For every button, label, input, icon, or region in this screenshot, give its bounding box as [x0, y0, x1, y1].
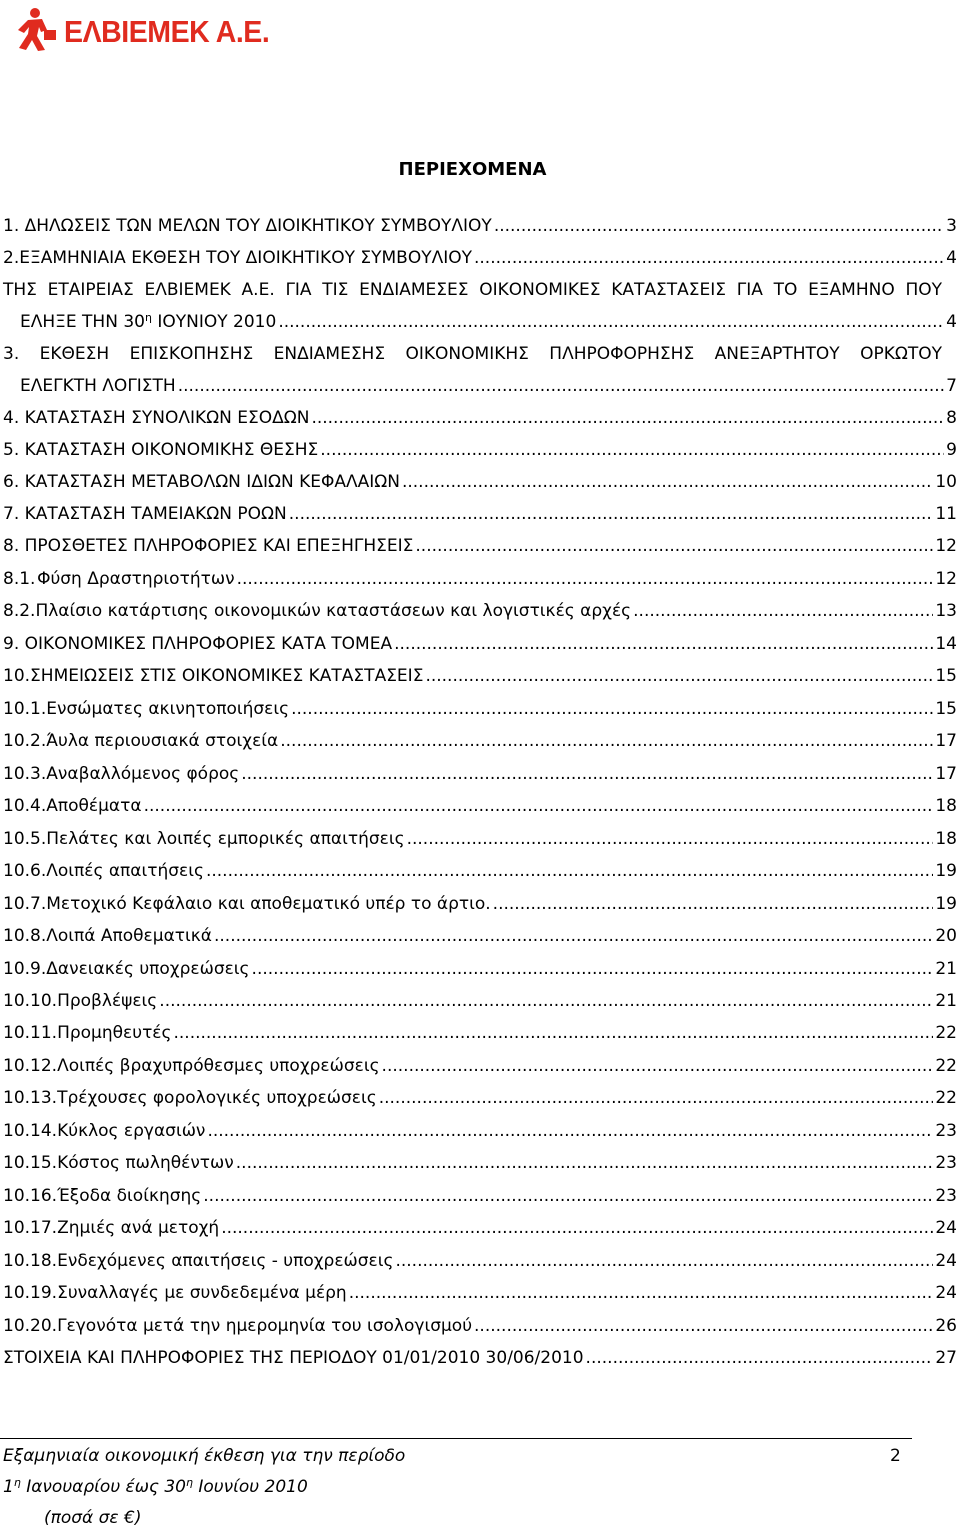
toc-entry-title: Τρέχουσες φορολογικές υποχρεώσεις: [57, 1088, 377, 1108]
toc-entry-10-5[interactable]: [3, 827, 960, 851]
toc-entry-title: Ενδεχόμενες απαιτήσεις - υποχρεώσεις: [57, 1251, 394, 1271]
toc-entry-title: Λοιπές απαιτήσεις: [46, 861, 204, 881]
toc-entry-3-line-1[interactable]: [3, 342, 960, 366]
toc-entry-2-line-3[interactable]: [3, 310, 960, 334]
dot-leader: [493, 892, 934, 916]
dot-leader: [159, 989, 933, 1013]
toc-page-number: 21: [935, 959, 957, 979]
toc-entry-number: 8.1.: [3, 569, 36, 589]
toc-page-number: 24: [935, 1283, 957, 1303]
toc-entry-number: 10.1.: [3, 699, 47, 719]
toc-entry-title: Ενσώματες ακινητοποιήσεις: [46, 699, 290, 719]
toc-entry-10-18[interactable]: [3, 1249, 960, 1273]
toc-entry-title: Κόστος πωληθέντων: [57, 1153, 234, 1173]
toc-entry-number: 10.16.: [3, 1186, 58, 1206]
toc-entry-number: 10.3.: [3, 764, 47, 784]
toc-page-number: 26: [935, 1316, 957, 1336]
toc-page-number: 12: [935, 569, 957, 589]
dot-leader: [241, 762, 933, 786]
toc-entry-number: 10.17.: [3, 1218, 58, 1238]
dot-leader: [173, 1021, 933, 1045]
dot-leader: [206, 859, 933, 883]
toc-entry-title: 5. ΚΑΤΑΣΤΑΣΗ ΟΙΚΟΝΟΜΙΚΗΣ ΘΕΣΗΣ: [3, 440, 319, 460]
dot-leader: [203, 1184, 933, 1208]
toc-page-number: 27: [935, 1348, 957, 1368]
toc-entry-10-12[interactable]: [3, 1054, 960, 1078]
dot-leader: [395, 1249, 933, 1273]
dot-leader: [178, 374, 944, 398]
toc-entry-1[interactable]: [3, 214, 960, 238]
toc-entry-title: ΕΛΗΞΕ ΤΗΝ $30^\eta$ ΙΟΥΝΙΟΥ 2010: [20, 311, 277, 332]
toc-page-number: 12: [935, 536, 957, 556]
toc-entry-10-4[interactable]: [3, 794, 960, 818]
toc-entry-10-11[interactable]: [3, 1021, 960, 1045]
toc-entry-number: 10.2.: [3, 731, 47, 751]
toc-entry-number: 10.4.: [3, 796, 47, 816]
toc-entry-number: 10.15.: [3, 1153, 58, 1173]
toc-entry-number: 10.: [3, 666, 31, 686]
dot-leader: [289, 502, 934, 526]
toc-entry-title: Μετοχικό Κεφάλαιο και αποθεματικό υπέρ το άρτιο.: [46, 894, 491, 914]
toc-entry-title: ΤΗΣ ΕΤΑΙΡΕΙΑΣ ΕΛΒΙΕΜΕΚ Α.Ε. ΓΙΑ ΤΙΣ ΕΝΔΙΑΜΕΣΕΣ ΟΙΚΟΝΟΜΙΚΕΣ ΚΑΤΑΣΤΑΣΕΙΣ ΓΙΑ ΤΟ ΕΞΑΜΗΝΟ ΠΟΥ: [3, 280, 942, 300]
toc-page-number: 7: [946, 376, 957, 396]
toc-page-number: 23: [935, 1186, 957, 1206]
dot-leader: [311, 406, 944, 430]
toc-entry-10-8[interactable]: [3, 924, 960, 948]
toc-entry-title: Προμηθευτές: [57, 1023, 172, 1043]
dot-leader: [252, 957, 934, 981]
dot-leader: [379, 1086, 934, 1110]
toc-page-number: 8: [946, 408, 957, 428]
toc-entry-title: Προβλέψεις: [57, 991, 158, 1011]
toc-entry-title: Γεγονότα μετά την ημερομηνία του ισολογισμού: [57, 1316, 473, 1336]
toc-entry-10-19[interactable]: [3, 1281, 960, 1305]
toc-page-number: 13: [935, 601, 957, 621]
toc-page-number: 4: [946, 312, 957, 332]
toc-entry-number: 10.20.: [3, 1316, 58, 1336]
dot-leader: [425, 664, 933, 688]
toc-entry-10-17[interactable]: [3, 1216, 960, 1240]
company-name: ΕΛΒΙΕΜΕΚ Α.Ε.: [64, 14, 270, 49]
toc-entry-title: Πλαίσιο κατάρτισης οικονομικών καταστάσεων και λογιστικές αρχές: [35, 601, 632, 621]
toc-entry-title: 6. ΚΑΤΑΣΤΑΣΗ ΜΕΤΑΒΟΛΩΝ ΙΔΙΩΝ ΚΕΦΑΛΑΙΩΝ: [3, 472, 400, 492]
dot-leader: [474, 246, 944, 270]
dot-leader: [394, 632, 933, 656]
footer-line-3: (ποσά σε €): [44, 1508, 142, 1528]
toc-entry-title: 4. ΚΑΤΑΣΤΑΣΗ ΣΥΝΟΛΙΚΩΝ ΕΣΟΔΩΝ: [3, 408, 310, 428]
toc-entry-title: Πελάτες και λοιπές εμπορικές απαιτήσεις: [46, 829, 405, 849]
dot-leader: [237, 567, 934, 591]
toc-entry-title: ΕΛΕΓΚΤΗ ΛΟΓΙΣΤΗ: [20, 376, 176, 396]
toc-page-number: 9: [946, 440, 957, 460]
toc-entry-title: 3. ΕΚΘΕΣΗ ΕΠΙΣΚΟΠΗΣΗΣ ΕΝΔΙΑΜΕΣΗΣ ΟΙΚΟΝΟΜΙΚΗΣ ΠΛΗΡΟΦΟΡΗΣΗΣ ΑΝΕΞΑΡΤΗΤΟΥ ΟΡΚΩΤΟΥ: [3, 344, 942, 364]
toc-page-number: 11: [935, 504, 957, 524]
dot-leader: [144, 794, 934, 818]
toc-entry-number: 10.8.: [3, 926, 47, 946]
footer-page-number: 2: [890, 1446, 901, 1466]
toc-entry-2-line-2[interactable]: [3, 278, 960, 302]
toc-entry-5[interactable]: [3, 438, 960, 462]
toc-entry-10-10[interactable]: [3, 989, 960, 1013]
toc-page-number: 14: [935, 634, 957, 654]
toc-entry-title: Ζημιές ανά μετοχή: [57, 1218, 220, 1238]
dot-leader: [586, 1346, 934, 1370]
toc-entry-title: 9. ΟΙΚΟΝΟΜΙΚΕΣ ΠΛΗΡΟΦΟΡΙΕΣ ΚΑΤΑ ΤΟΜΕΑ: [3, 634, 393, 654]
toc-entry-10-3[interactable]: [3, 762, 960, 786]
toc-page-number: 19: [935, 894, 957, 914]
toc-entry-number: 10.12.: [3, 1056, 58, 1076]
toc-entry-10-13[interactable]: [3, 1086, 960, 1110]
dot-leader: [278, 310, 944, 334]
toc-entry-10-7[interactable]: [3, 892, 960, 916]
toc-entry-7[interactable]: [3, 502, 960, 526]
dot-leader: [349, 1281, 934, 1305]
toc-entry-10-14[interactable]: [3, 1119, 960, 1143]
toc-entry-title: 8. ΠΡΟΣΘΕΤΕΣ ΠΛΗΡΟΦΟΡΙΕΣ ΚΑΙ ΕΠΕΞΗΓΗΣΕΙΣ: [3, 536, 414, 556]
toc-entry-title: Συναλλαγές με συνδεδεμένα μέρη: [57, 1283, 347, 1303]
dot-leader: [494, 214, 944, 238]
toc-entry-number: 8.2.: [3, 601, 36, 621]
dot-leader: [633, 599, 933, 623]
toc-page-number: 24: [935, 1251, 957, 1271]
toc-entry-final[interactable]: [3, 1346, 960, 1370]
toc-page-number: 23: [935, 1153, 957, 1173]
footer-line-2: $1^\eta$ Ιανουαρίου έως $30^\eta$ Ιουνίου 2010: [3, 1476, 308, 1497]
toc-entry-10-15[interactable]: [3, 1151, 960, 1175]
dot-leader: [474, 1314, 933, 1338]
toc-page-number: 4: [946, 248, 957, 268]
dot-leader: [280, 729, 933, 753]
dot-leader: [214, 924, 933, 948]
dot-leader: [402, 470, 933, 494]
toc-entry-10-2[interactable]: [3, 729, 960, 753]
toc-page-number: 19: [935, 861, 957, 881]
dot-leader: [207, 1119, 933, 1143]
dot-leader: [415, 534, 933, 558]
toc-entry-10-20[interactable]: [3, 1314, 960, 1338]
toc-entry-title: Φύση Δραστηριοτήτων: [37, 569, 235, 589]
toc-page-number: 3: [946, 216, 957, 236]
toc-entry-number: 10.14.: [3, 1121, 58, 1141]
dot-leader: [291, 697, 933, 721]
toc-entry-title: 1. ΔΗΛΩΣΕΙΣ ΤΩΝ ΜΕΛΩΝ ΤΟΥ ΔΙΟΙΚΗΤΙΚΟΥ ΣΥΜΒΟΥΛΙΟΥ: [3, 216, 492, 236]
toc-entry-10-1[interactable]: [3, 697, 960, 721]
dot-leader: [236, 1151, 934, 1175]
toc-page-number: 22: [935, 1023, 957, 1043]
toc-page-number: 18: [935, 796, 957, 816]
toc-entry-title: 7. ΚΑΤΑΣΤΑΣΗ ΤΑΜΕΙΑΚΩΝ ΡΟΩΝ: [3, 504, 287, 524]
toc-entry-number: 10.18.: [3, 1251, 58, 1271]
toc-entry-title: Κύκλος εργασιών: [57, 1121, 206, 1141]
toc-entry-title: ΣΗΜΕΙΩΣΕΙΣ ΣΤΙΣ ΟΙΚΟΝΟΜΙΚΕΣ ΚΑΤΑΣΤΑΣΕΙΣ: [30, 666, 424, 686]
toc-entry-number: 10.7.: [3, 894, 47, 914]
toc-entry-number: 10.19.: [3, 1283, 58, 1303]
toc-entry-6[interactable]: [3, 470, 960, 494]
toc-page-number: 15: [935, 699, 957, 719]
toc-entry-10[interactable]: [3, 664, 960, 688]
dot-leader: [407, 827, 934, 851]
dot-leader: [382, 1054, 934, 1078]
toc-entry-10-6[interactable]: [3, 859, 960, 883]
dot-leader: [320, 438, 944, 462]
toc-page-number: 22: [935, 1056, 957, 1076]
toc-entry-title: Αποθέματα: [46, 796, 142, 816]
toc-entry-number: 10.5.: [3, 829, 47, 849]
toc-page-number: 17: [935, 764, 957, 784]
dot-leader: [221, 1216, 933, 1240]
toc-entry-8[interactable]: [3, 534, 960, 558]
toc-entry-title: Άυλα περιουσιακά στοιχεία: [46, 731, 279, 751]
footer-divider: [0, 1438, 912, 1439]
toc-title: ΠΕΡΙΕΧΟΜΕΝΑ: [398, 159, 547, 180]
toc-entry-number: 10.10.: [3, 991, 58, 1011]
toc-entry-title: Λοιπά Αποθεματικά: [46, 926, 212, 946]
toc-entry-title: Δανειακές υποχρεώσεις: [46, 959, 250, 979]
toc-page-number: 10: [935, 472, 957, 492]
toc-entry-8-2[interactable]: [3, 599, 960, 623]
toc-entry-4[interactable]: [3, 406, 960, 430]
toc-entry-10-16[interactable]: [3, 1184, 960, 1208]
toc-entry-9[interactable]: [3, 632, 960, 656]
toc-page-number: 21: [935, 991, 957, 1011]
toc-entry-title: Αναβαλλόμενος φόρος: [46, 764, 240, 784]
toc-page-number: 15: [935, 666, 957, 686]
toc-page-number: 18: [935, 829, 957, 849]
toc-entry-number: 10.6.: [3, 861, 47, 881]
toc-entry-title: Λοιπές βραχυπρόθεσμες υποχρεώσεις: [57, 1056, 380, 1076]
toc-entry-title: Έξοδα διοίκησης: [57, 1186, 202, 1206]
footer-line-1: Εξαμηνιαία οικονομική έκθεση για την περίοδο: [3, 1446, 406, 1466]
toc-entry-title: ΣΤΟΙΧΕΙΑ ΚΑΙ ΠΛΗΡΟΦΟΡΙΕΣ ΤΗΣ ΠΕΡΙΟΔΟΥ 01/01/2010 30/06/2010: [3, 1348, 584, 1368]
toc-page-number: 23: [935, 1121, 957, 1141]
toc-entry-3-line-2[interactable]: [3, 374, 960, 398]
toc-page-number: 20: [935, 926, 957, 946]
toc-page-number: 24: [935, 1218, 957, 1238]
toc-page-number: 22: [935, 1088, 957, 1108]
toc-entry-10-9[interactable]: [3, 957, 960, 981]
toc-entry-title: 2.ΕΞΑΜΗΝΙΑΙΑ ΕΚΘΕΣΗ ΤΟΥ ΔΙΟΙΚΗΤΙΚΟΥ ΣΥΜΒΟΥΛΙΟΥ: [3, 248, 472, 268]
toc-entry-number: 10.9.: [3, 959, 47, 979]
toc-entry-8-1[interactable]: [3, 567, 960, 591]
toc-page-number: 17: [935, 731, 957, 751]
toc-entry-2-line-1[interactable]: [3, 246, 960, 270]
toc-entry-number: 10.13.: [3, 1088, 58, 1108]
toc-entry-number: 10.11.: [3, 1023, 58, 1043]
